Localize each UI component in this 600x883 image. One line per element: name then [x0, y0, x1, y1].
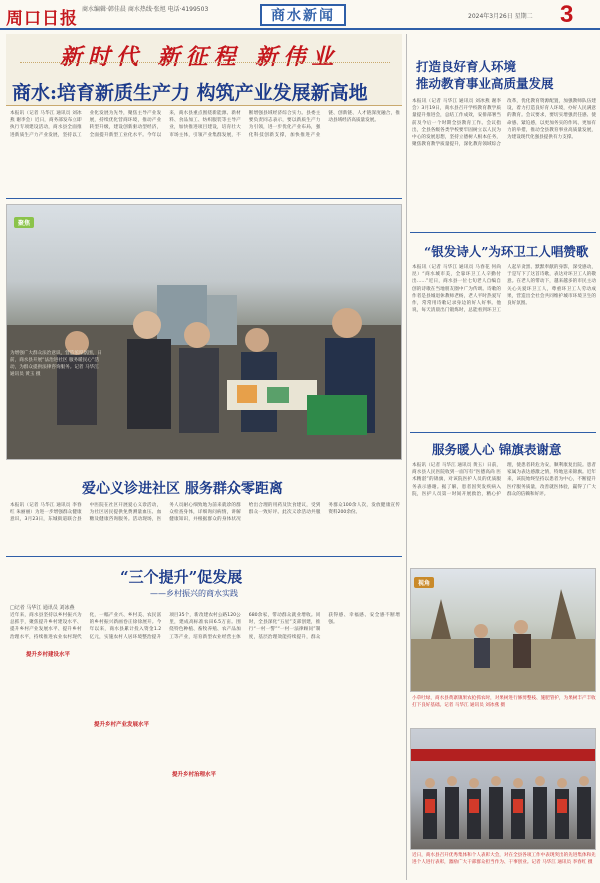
story3-subhead-1: 提升乡村建设水平	[26, 652, 71, 658]
photo2-illustration	[411, 569, 596, 692]
column-divider	[406, 34, 407, 880]
lead-story-body: 本报讯（记者 马华江 通讯员 刘冰燕 谢李会）近日，商务部发布立即执行专项建设活动，商水县全面推进新质生产力产业发展，坚持以工业化发展为先导，聚焦主导产业发展，持续优化营商环境，推动产业转型升级，建设创新驱动型经济，全面提升新型工业化水平。今年以来，商水县重点围绕新能源、新材料、食品加工、纺织服装等主导产业，加快推进项目建设，培育壮大市场主体，引领产业集群发展，不断增强县域经济综合实力。县委主要负责同志表示，要以新质生产力为引领，进一步优化产业布局，强化科技创新支撑，加快推进产业链、创新链、人才链深度融合，推动县域经济高质量发展。	[10, 111, 400, 138]
story3-subhead-2: 提升乡村产业发展水平	[94, 722, 150, 728]
editor-meta: 商水编辑·韩佳晨 商水热线·张旭 电话·4199503	[82, 6, 209, 13]
lead-story-rule	[6, 198, 402, 199]
story3-byline: □记者 马华江 通讯员 刘冰燕	[10, 605, 75, 611]
pennant-body: 本报讯（记者 马华江 通讯员 黄玉）日前，商水县人民医院收到一面写有“医德高尚 医术精湛”的锦旗，对该院医护人员的优质服务表示感谢。据了解，患者因突发疾病入院，医护人员第一时间开展救治，精心护理，使患者转危为安，顺利康复出院。患者家属为表达感激之情，特地送来锦旗。近年来，该院始终坚持以患者为中心，不断提升医疗服务质量，改善就医体验，赢得了广大群众的信赖和好评。	[412, 463, 596, 497]
right1-rule	[410, 232, 596, 233]
awards-photo	[410, 728, 596, 850]
photo2-tag-wrap	[414, 570, 434, 589]
page-number: 3	[560, 1, 574, 28]
right2-rule	[410, 432, 596, 433]
orchard-caption: 小草吐绿，商水县黄寨镇果农抢抓农时，对果树进行修剪整枝、施肥管护，为果树丰产丰收打下良好基础。记者 马华江 通讯员 刘冰燕 摄	[412, 696, 596, 708]
three-improvements-body: 近年来，商水县坚持以乡村振兴为总抓手，聚焦提升乡村建设水平、提升乡村产业发展水平、提升乡村治理水平，持续推进农业农村现代化，一幅产业兴、乡村美、农民富的乡村振兴新画卷正徐徐展开。今年以来，商水县累计投入资金1.2亿元，实施农村人居环境整治提升项目35个，新改建农村公路120公里，建成高标准农田6.5万亩。围绕特色种植、畜牧养殖、农产品加工等产业，培育新型农业经营主体680余家，带动群众就业增收。同时，全县深化“五星”支部创建，推行“一村一警”“一村一法律顾问”制度，基层治理效能持续提升，群众获得感、幸福感、安全感不断增强。	[10, 613, 400, 640]
silver-poet-headline: “银发诗人”为环卫工人唱赞歌	[424, 244, 589, 259]
orchard-photo	[410, 568, 596, 692]
banner-slogan: 新时代 新征程 新伟业	[60, 44, 340, 70]
story3-subhead-3: 提升乡村治理水平	[172, 772, 217, 778]
photo1-illustration	[7, 205, 402, 460]
community-legal-photo	[6, 204, 402, 460]
three-improvements-subtitle: ——乡村振兴的商水实践	[150, 589, 238, 598]
silver-poet-body: 本报讯（记者 马华江 通讯员 马春花 何尚昆）“商水城市美，全靠环卫工人辛勤付出……”近日，商水县一位七旬老人自编自创的诗歌在当地朋友圈中广为传颂。诗歌的作者是县城退休教师老杨，老人平时热爱写作，常常用诗歌记录身边的好人好事。他说，每天清晨出门锻炼时，总能看到环卫工人起早贪黑、默默奉献的身影，深受感动，于是写下了这首诗歌，表达对环卫工人的敬意。在老人的带动下，越来越多的市民主动关心关爱环卫工人，尊重环卫工人劳动成果，营造出全社会共同维护城市环境卫生的良好氛围。	[412, 265, 596, 314]
free-clinic-body: 本报讯（记者 马华江 通讯员 李春红 朱丽丽）为进一步增强群众健康意识，3月23日，东城街道联合县中医院在社区开展爱心义诊活动，为社区居民提供免费测量血压、血糖及健康咨询服务。活动现场，医务人员耐心细致地为前来就诊的群众检查身体，详细询问病情，讲解健康知识，并根据群众的身体状况给出合理的用药及饮食建议，受到群众一致好评。此次义诊活动共服务群众100余人次，发放健康宣传资料200余份。	[10, 503, 400, 523]
newspaper-logo: 周口日报	[6, 9, 78, 29]
lead-headline: 商水:培育新质生产力 构筑产业发展新高地	[12, 82, 368, 104]
free-clinic-headline: 爱心义诊进社区 服务群众零距离	[82, 481, 283, 497]
photo3-illustration	[411, 729, 596, 850]
education-body: 本报讯（记者 马华江 通讯员 刘冰燕 谢李会）3月19日，商水县召开学校教育教学质量提升推进会，总结工作成效，安排部署当前及今后一个时期全县教育工作。会议指出，全县各级各类学校要牢固树立以人民为中心的发展思想，坚持立德树人根本任务，聚焦教育教学质量提升，深化教育领域综合改革，优化教育资源配置，加强教师队伍建设，着力打造良好育人环境，办好人民满意的教育。会议要求，要切实增强责任感、使命感、紧迫感，以更加务实的作风、更加有力的举措，推动全县教育事业高质量发展，为建设现代化强县提供有力支撑。	[412, 99, 596, 148]
section-title: 商水新闻	[260, 4, 346, 26]
pennant-headline: 服务暖人心 锦旗表谢意	[432, 442, 562, 457]
story2-rule	[6, 556, 402, 557]
three-improvements-headline: “三个提升”促发展	[120, 568, 243, 586]
photo2-tag: 视角	[414, 577, 434, 588]
photo1-tag: 聚焦	[14, 217, 34, 228]
issue-date: 2024年3月26日 星期二	[468, 13, 533, 20]
photo1-caption: 为增强广大群众法治意识，营造浓厚氛围，日前，商水县开展“法治进社区 服务暖民心”活动，为群众提供法律咨询服务。记者 马华江 通讯员 黄玉 摄	[10, 351, 102, 377]
photo1-tag-wrap	[14, 210, 34, 229]
education-headline: 打造良好育人环境 推动教育事业高质量发展	[416, 59, 554, 91]
awards-caption: 近日，商水县召开优秀集体和个人表彰大会，对在全县各项工作中表现突出的先进集体和先进个人进行表彰，激励广大干部群众担当作为、干事创业。记者 马华江 通讯员 李春红 摄	[412, 853, 596, 865]
banner-divider	[20, 62, 390, 64]
